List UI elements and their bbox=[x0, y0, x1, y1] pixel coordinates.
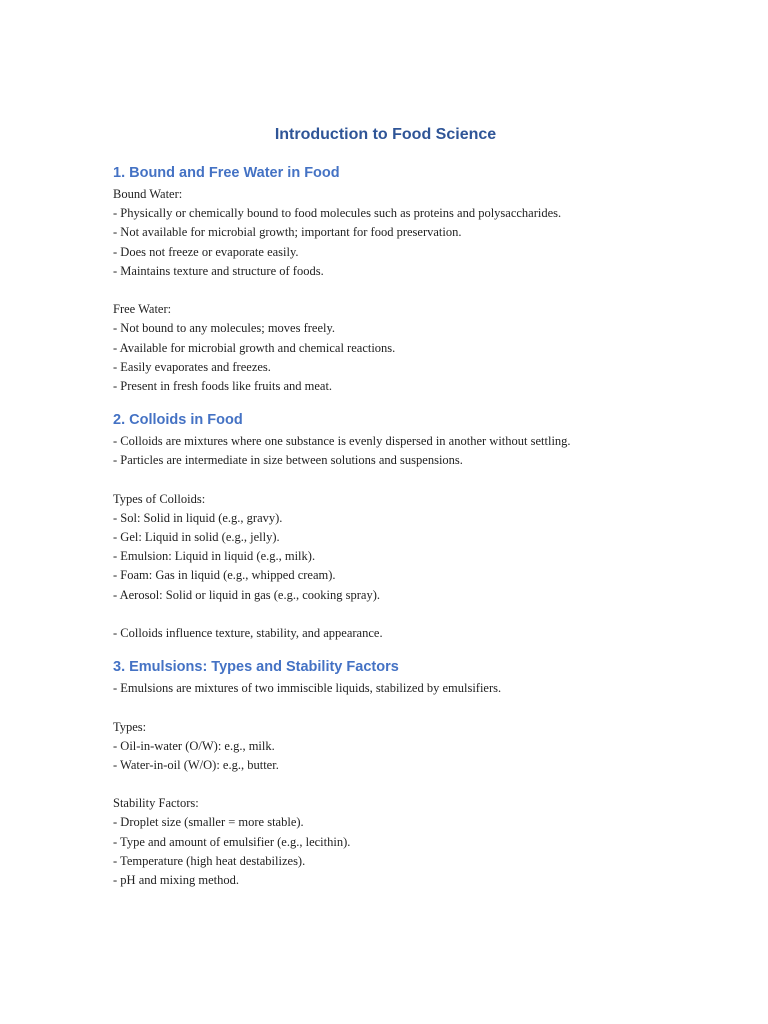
section-heading: 2. Colloids in Food bbox=[113, 412, 243, 429]
section-emulsions bbox=[113, 657, 673, 890]
text-line: - Foam: Gas in liquid (e.g., whipped cream). bbox=[113, 568, 336, 583]
text-line: - Emulsions are mixtures of two immiscible liquids, stabilized by emulsifiers. bbox=[113, 681, 502, 696]
text-line: - Physically or chemically bound to food molecules such as proteins and polysaccharides. bbox=[113, 206, 562, 221]
blank-line bbox=[113, 605, 673, 624]
section-colloids bbox=[113, 410, 673, 643]
section-heading: 1. Bound and Free Water in Food bbox=[113, 165, 340, 181]
text-line: Types of Colloids: bbox=[113, 491, 206, 506]
blank-line bbox=[113, 281, 673, 300]
text-line: - Colloids influence texture, stability, and appearance. bbox=[113, 625, 383, 640]
text-line: - Particles are intermediate in size between solutions and suspensions. bbox=[113, 453, 463, 468]
text-line: - Emulsion: Liquid in liquid (e.g., milk). bbox=[113, 549, 316, 564]
text-line: - pH and mixing method. bbox=[113, 873, 240, 887]
text-line: Free Water: bbox=[113, 302, 172, 317]
text-line: - Type and amount of emulsifier (e.g., lecithin). bbox=[113, 834, 351, 849]
text-line: - Does not freeze or evaporate easily. bbox=[113, 244, 299, 259]
blank-line bbox=[113, 775, 673, 794]
section-body bbox=[113, 679, 673, 890]
section-bound-free-water bbox=[113, 163, 673, 396]
text-line: - Oil-in-water (O/W): e.g., milk. bbox=[113, 738, 275, 753]
text-line: - Available for microbial growth and chemical reactions. bbox=[113, 340, 396, 355]
text-line: - Easily evaporates and freezes. bbox=[113, 359, 271, 374]
text-line: - Maintains texture and structure of foods. bbox=[113, 263, 324, 278]
text-line: - Droplet size (smaller = more stable). bbox=[113, 815, 304, 830]
text-line: - Temperature (high heat destabilizes). bbox=[113, 853, 306, 868]
section-heading: 3. Emulsions: Types and Stability Factors bbox=[113, 659, 399, 676]
text-line: Types: bbox=[113, 719, 147, 734]
blank-line bbox=[113, 698, 673, 717]
section-body bbox=[113, 432, 673, 643]
text-line: - Sol: Solid in liquid (e.g., gravy). bbox=[113, 510, 283, 525]
document-page bbox=[113, 124, 673, 890]
text-line: - Not available for microbial growth; important for food preservation. bbox=[113, 225, 462, 240]
text-line: - Water-in-oil (W/O): e.g., butter. bbox=[113, 757, 279, 772]
text-line: Bound Water: bbox=[113, 187, 183, 201]
text-line: - Not bound to any molecules; moves freely. bbox=[113, 321, 336, 336]
section-body bbox=[113, 185, 673, 396]
text-line: Stability Factors: bbox=[113, 796, 199, 811]
text-line: - Colloids are mixtures where one substance is evenly dispersed in another without settling. bbox=[113, 434, 571, 449]
text-line: - Gel: Liquid in solid (e.g., jelly). bbox=[113, 530, 280, 544]
blank-line bbox=[113, 470, 673, 489]
text-line: - Aerosol: Solid or liquid in gas (e.g., cooking spray). bbox=[113, 587, 380, 602]
text-line: - Present in fresh foods like fruits and meat. bbox=[113, 378, 333, 393]
document-title: Introduction to Food Science bbox=[274, 126, 497, 143]
